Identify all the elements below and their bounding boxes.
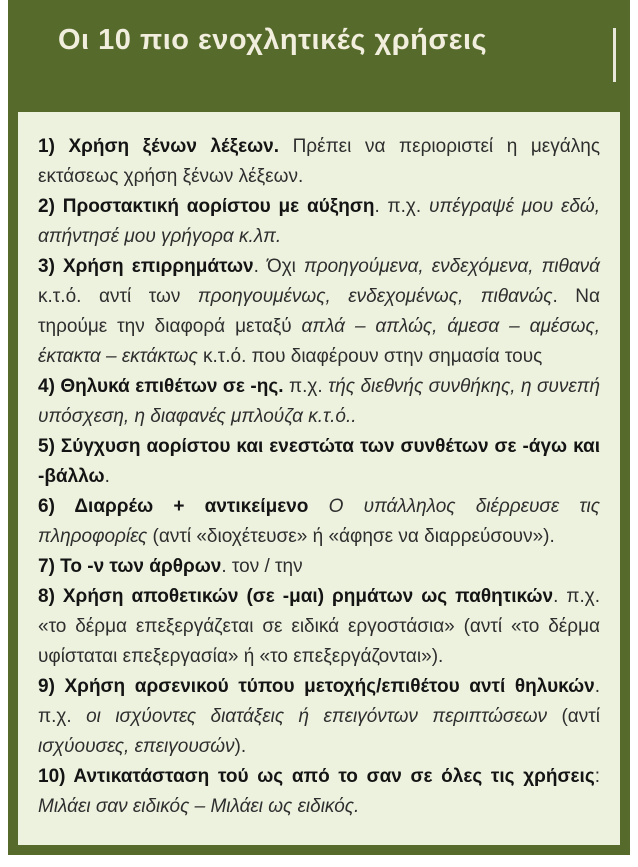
text-run: 8) Χρήση αποθετικών (σε -μαι) ρημάτων ως παθητικών — [38, 586, 554, 607]
text-run: (αντί — [547, 706, 600, 727]
slide-title: Οι 10 πιο ενοχλητικές χρήσεις — [58, 24, 488, 56]
text-run: 9) Χρήση αρσενικού τύπου μετοχής/επιθέτου αντί θηλυκών — [38, 676, 595, 697]
text-run: 10) Αντικατάσταση τού ως από το σαν σε όλες τις χρήσεις — [38, 766, 595, 787]
text-run: προηγούμενα, ενδεχόμενα, πιθανά — [304, 256, 601, 277]
text-run: κ.τ.ό. που διαφέρουν στην σημασία τους — [197, 346, 543, 367]
list-item — [38, 762, 600, 822]
text-run: προηγουμένως, ενδεχομένως, πιθανώς — [197, 286, 553, 307]
items-list — [38, 132, 600, 822]
text-run: π.χ. — [283, 376, 329, 397]
list-item — [38, 192, 600, 252]
text-run: ). — [234, 736, 247, 757]
text-run: Μιλάει σαν ειδικός – Μιλάει ως ειδικός. — [38, 796, 360, 817]
text-run — [308, 496, 328, 517]
text-run: . π.χ. — [38, 676, 600, 727]
text-run: 1) Χρήση ξένων λέξεων — [38, 136, 274, 157]
text-run: Ο υπάλληλος διέρρευσε τις πληροφορίες — [38, 496, 600, 547]
text-run: . π.χ. — [374, 196, 430, 217]
text-run: Πρέπει να περιοριστεί η μεγάλης εκτάσεως χρήση ξένων λέξεων. — [38, 136, 600, 187]
slide-background — [8, 0, 630, 855]
text-run: : — [594, 766, 600, 787]
text-run: 2) Προστακτική αορίστου με αύξηση — [38, 196, 375, 217]
text-run: τής διεθνής συνθήκης, η συνεπή υπόσχεση, η διαφανές μπλούζα κ.τ.ό.. — [38, 376, 600, 427]
text-run: 7) Το -ν των άρθρων — [38, 556, 222, 577]
text-run: . — [273, 136, 293, 157]
list-item — [38, 582, 600, 672]
text-run: . Όχι — [253, 256, 304, 277]
list-item — [38, 132, 600, 192]
text-run: 3) Χρήση επιρρημάτων — [38, 256, 254, 277]
list-item — [38, 432, 600, 492]
text-run: υπέγραψέ μου εδώ, απήντησέ μου γρήγορα κ.λπ. — [38, 196, 600, 247]
text-run: ισχύουσες, επειγουσών — [38, 736, 235, 757]
list-item — [38, 372, 600, 432]
list-item — [38, 672, 600, 762]
text-run: απλά – απλώς, άμεσα – αμέσως, έκτακτα – εκτάκτως — [38, 316, 600, 367]
text-run: . τον / την — [221, 556, 303, 577]
text-run: . — [104, 466, 110, 487]
text-run: . Να τηρούμε την διαφορά μεταξύ — [38, 286, 601, 337]
content-panel — [18, 112, 620, 845]
text-run: (αντί «διοχέτευσε» ή «άφησε να διαρρεύσουν»). — [147, 526, 555, 547]
vertical-accent-line — [613, 28, 616, 82]
text-run: 4) Θηλυκά επιθέτων σε -ης. — [38, 376, 284, 397]
list-item — [38, 492, 600, 552]
list-item — [38, 252, 600, 372]
text-run: 5) Σύγχυση αορίστου και ενεστώτα των συνθέτων σε -άγω και -βάλλω — [38, 436, 600, 487]
text-run: οι ισχύοντες διατάξεις ή επειγόντων περιπτώσεων — [86, 706, 547, 727]
list-item — [38, 552, 600, 582]
text-run: 6) Διαρρέω + αντικείμενο — [38, 496, 309, 517]
text-run: κ.τ.ό. αντί των — [38, 286, 198, 307]
text-run: . π.χ. «το δέρμα επεξεργάζεται σε ειδικά εργοστάσια» (αντί «το δέρμα υφίσταται επεξεργασία» ή «το επεξεργάζονται»). — [38, 586, 600, 667]
